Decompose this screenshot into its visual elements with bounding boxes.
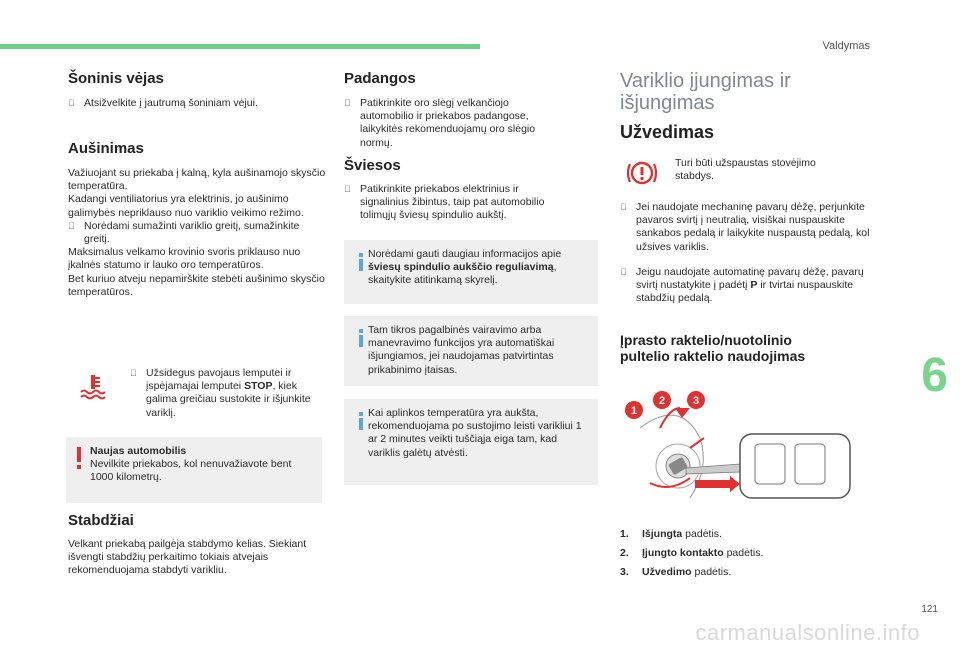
padangos-bullet: Patikrinkite oro slėgį velkančiojo automobilio ir priekabos padangose, laikykitės rekomenduojamų oro slėgio normų. xyxy=(360,97,536,149)
chapter-number: 6 xyxy=(921,349,948,402)
coolant-bullet: Užsidegus pavojaus lemputei ir įspėjamajai lemputei STOP, kiek galima greičiau sustokite ir išjunkite variklį. xyxy=(146,367,311,419)
parking-brake-icon xyxy=(626,158,658,188)
new-vehicle-warning-box xyxy=(66,437,322,503)
soninis-vejas-heading: Šoninis vėjas xyxy=(68,70,164,87)
positions-list xyxy=(620,525,870,582)
callout-1: 1 xyxy=(630,405,638,417)
sviesos-bullet: Patikrinkite priekabos elektrinius ir signalinius žibintus, taip pat automobilio tolimųjų šviesų spindulio aukštį. xyxy=(360,183,545,222)
ignition-key-illustration xyxy=(620,388,870,516)
info-icon xyxy=(354,253,368,271)
info-icon xyxy=(354,329,368,347)
soninis-bullet: Atsižvelkite į jautrumą šoniniam vėjui. xyxy=(84,97,258,109)
callout-3: 3 xyxy=(692,395,700,407)
page-number: 121 xyxy=(921,604,938,615)
warning-title: Naujas automobilis xyxy=(90,445,187,457)
warning-text: Nevilkite priekabos, kol nenuvažiavote bent 1000 kilometrų. xyxy=(90,458,292,484)
stabdziai-heading: Stabdžiai xyxy=(68,512,134,529)
info-box-headlamp: Norėdami gauti daugiau informacijos apie šviesų spindulio aukščio reguliavimą, skaitykite atitinkamą skyrelį. xyxy=(344,240,598,304)
manual-gearbox-bullet: Jei naudojate mechaninę pavarų dėžę, perjunkite pavaros svirtį į neutralią, visiškai nuspauskite sankabos pedalą ir laikykite nuspaustą pedalą, kol užsives variklis. xyxy=(636,201,870,253)
callout-2: 2 xyxy=(658,395,666,407)
stabdziai-body: Velkant priekabą pailgėja stabdymo kelias. Siekiant išvengti stabdžių perkaitimo tokiais atvejais rekomenduojama stabdyti varikliu. xyxy=(68,538,307,577)
sviesos-heading: Šviesos xyxy=(344,157,401,174)
info-box-driving-aids: Tam tikros pagalbinės vairavimo arba manevravimo funkcijos yra automatiškai išjungiamos, jei naudojamas patvirtintas prikabinimo įtaisas. xyxy=(344,316,598,386)
automatic-gearbox-bullet: Jeigu naudojate automatinę pavarų dėžę, pavarų svirtį nustatykite į padėtį P ir tvirtai nuspauskite stabdžių pedalą. xyxy=(636,266,864,305)
exclamation-icon xyxy=(75,447,83,471)
top-accent-bar xyxy=(0,44,480,49)
watermark: carmanualsonline.info xyxy=(695,620,920,645)
list-item: 3. Užvedimo padėtis. xyxy=(620,566,732,578)
parking-brake-note: Turi būti užspaustas stovėjimo stabdys. xyxy=(675,157,816,183)
padangos-heading: Padangos xyxy=(344,70,416,87)
section-main-title: Variklio įjungimas ir išjungimas xyxy=(620,70,791,114)
uzvedimas-heading: Užvedimas xyxy=(620,122,715,142)
info-icon xyxy=(354,412,368,430)
ausinimas-heading: Aušinimas xyxy=(68,140,144,157)
list-item: 2. Įjungto kontakto padėtis. xyxy=(620,547,764,559)
key-usage-heading: Įprasto raktelio/nuotolinio pultelio raktelio naudojimas xyxy=(620,332,806,364)
info-box-cooling: Kai aplinkos temperatūra yra aukšta, rekomenduojama po sustojimo leisti varikliui 1 ar 2 minutes veikti tuščiąja eiga tam, kad variklis galėtų atvėsti. xyxy=(344,399,598,485)
coolant-temperature-warning-icon xyxy=(78,372,108,402)
section-label: Valdymas xyxy=(822,40,870,52)
ausinimas-body: Važiuojant su priekaba į kalną, kyla aušinamojo skysčio temperatūra. Kadangi ventiliatorius yra elektrinis, jo aušinimo galimybės nepriklauso nuo variklio veikimo režimo. Norėdami sumažinti variklio greitį, sumažinkite greitį. Maksimalus velkamo krovinio svoris priklauso nuo įkalnės statumo ir lauko oro temperatūros. Bet kuriuo atveju nepamirškite stebėti aušinimo skysčio temperatūros. xyxy=(68,167,326,298)
list-item: 1. Išjungta padėtis. xyxy=(620,528,722,540)
